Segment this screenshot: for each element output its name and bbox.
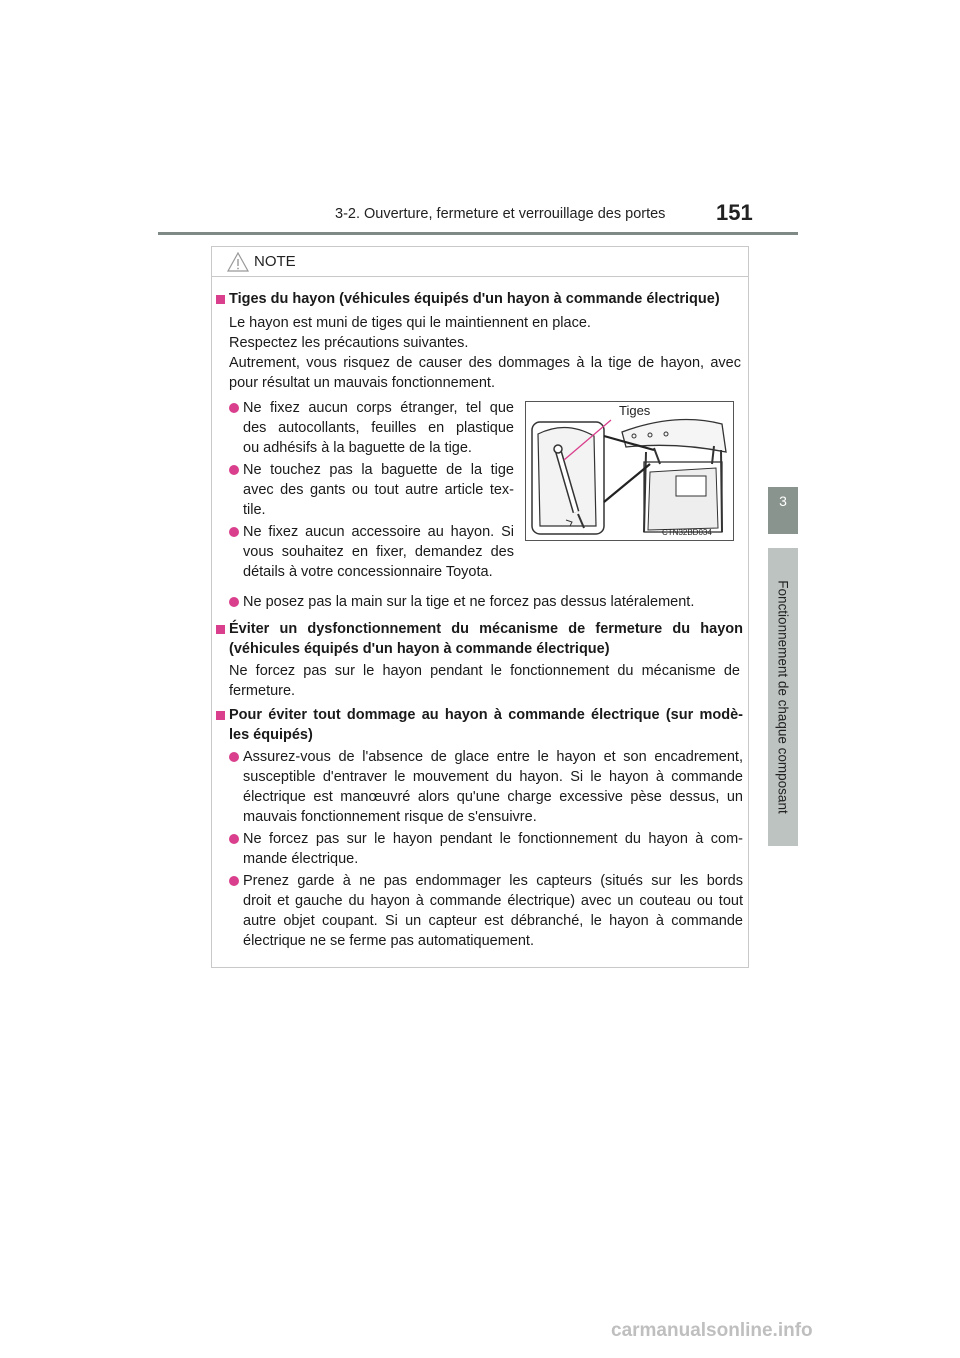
illustration-code: CTN32BD034: [662, 528, 712, 537]
section-marker: [216, 295, 225, 304]
bullet-line: susceptible d'entraver le mouvement du hayon. Si le hayon à commande: [243, 769, 743, 785]
warning-triangle-icon: [226, 251, 250, 273]
bullet-line: électrique ne se ferme pas automatiquement.: [243, 933, 534, 949]
body-line: pour résultat un mauvais fonctionnement.: [229, 375, 495, 391]
section-heading: Tiges du hayon (véhicules équipés d'un hayon à commande électrique): [229, 291, 720, 307]
bullet-line: Ne forcez pas sur le hayon pendant le fonctionnement du hayon à com-: [243, 831, 743, 847]
note-title: NOTE: [254, 253, 296, 270]
bullet-line: avec des gants ou tout autre article tex-: [243, 482, 514, 498]
bullet-line: Prenez garde à ne pas endommager les capteurs (situés sur les bords: [243, 873, 743, 889]
illustration-callout: Tiges: [619, 403, 651, 418]
section-marker: [216, 711, 225, 720]
section-heading: Pour éviter tout dommage au hayon à commande électrique (sur modè-: [229, 707, 743, 723]
body-line: Le hayon est muni de tiges qui le maintiennent en place.: [229, 315, 591, 331]
section-heading: (véhicules équipés d'un hayon à commande électrique): [229, 641, 610, 657]
header-divider: [158, 232, 798, 235]
tailgate-drawing: [526, 402, 735, 542]
bullet-line: mande électrique.: [243, 851, 359, 867]
bullet-line: Ne posez pas la main sur la tige et ne forcez pas dessus latéralement.: [243, 594, 695, 610]
bullet-line: Ne fixez aucun corps étranger, tel que: [243, 400, 514, 416]
bullet-dot: [229, 876, 239, 886]
bullet-line: des autocollants, feuilles en plastique: [243, 420, 514, 436]
bullet-line: détails à votre concessionnaire Toyota.: [243, 564, 493, 580]
bullet-dot: [229, 597, 239, 607]
bullet-line: mauvais fonctionnement risque de s'ensuivre.: [243, 809, 537, 825]
bullet-line: électrique est manœuvré alors qu'une charge excessive pèse dessus, un: [243, 789, 743, 805]
body-line: Respectez les précautions suivantes.: [229, 335, 469, 351]
section-heading: les équipés): [229, 727, 313, 743]
bullet-line: droit et gauche du hayon à commande électrique) avec un couteau ou tout: [243, 893, 743, 909]
bullet-dot: [229, 527, 239, 537]
watermark: carmanualsonline.info: [611, 1320, 813, 1341]
page-number: 151: [716, 200, 753, 225]
body-line: fermeture.: [229, 683, 296, 699]
bullet-line: vous souhaitez en fixer, demandez des: [243, 544, 514, 560]
bullet-dot: [229, 834, 239, 844]
bullet-line: ou adhésifs à la baguette de la tige.: [243, 440, 472, 456]
bullet-dot: [229, 465, 239, 475]
body-line: Autrement, vous risquez de causer des dommages à la tige de hayon, avec: [229, 355, 741, 371]
chapter-number: 3: [779, 493, 787, 509]
bullet-line: autre objet coupant. Si un capteur est débranché, le hayon à commande: [243, 913, 743, 929]
bullet-dot: [229, 403, 239, 413]
section-title: 3-2. Ouverture, fermeture et verrouillage des portes: [335, 206, 666, 222]
body-line: Ne forcez pas sur le hayon pendant le fonctionnement du mécanisme de: [229, 663, 740, 679]
bullet-dot: [229, 752, 239, 762]
section-marker: [216, 625, 225, 634]
section-heading: Éviter un dysfonctionnement du mécanisme de fermeture du hayon: [229, 621, 743, 637]
tailgate-stay-illustration: [525, 401, 734, 541]
bullet-line: tile.: [243, 502, 266, 518]
bullet-line: Assurez-vous de l'absence de glace entre le hayon et son encadrement,: [243, 749, 743, 765]
chapter-label: Fonctionnement de chaque composant: [775, 580, 791, 814]
bullet-line: Ne fixez aucun accessoire au hayon. Si: [243, 524, 514, 540]
bullet-line: Ne touchez pas la baguette de la tige: [243, 462, 514, 478]
